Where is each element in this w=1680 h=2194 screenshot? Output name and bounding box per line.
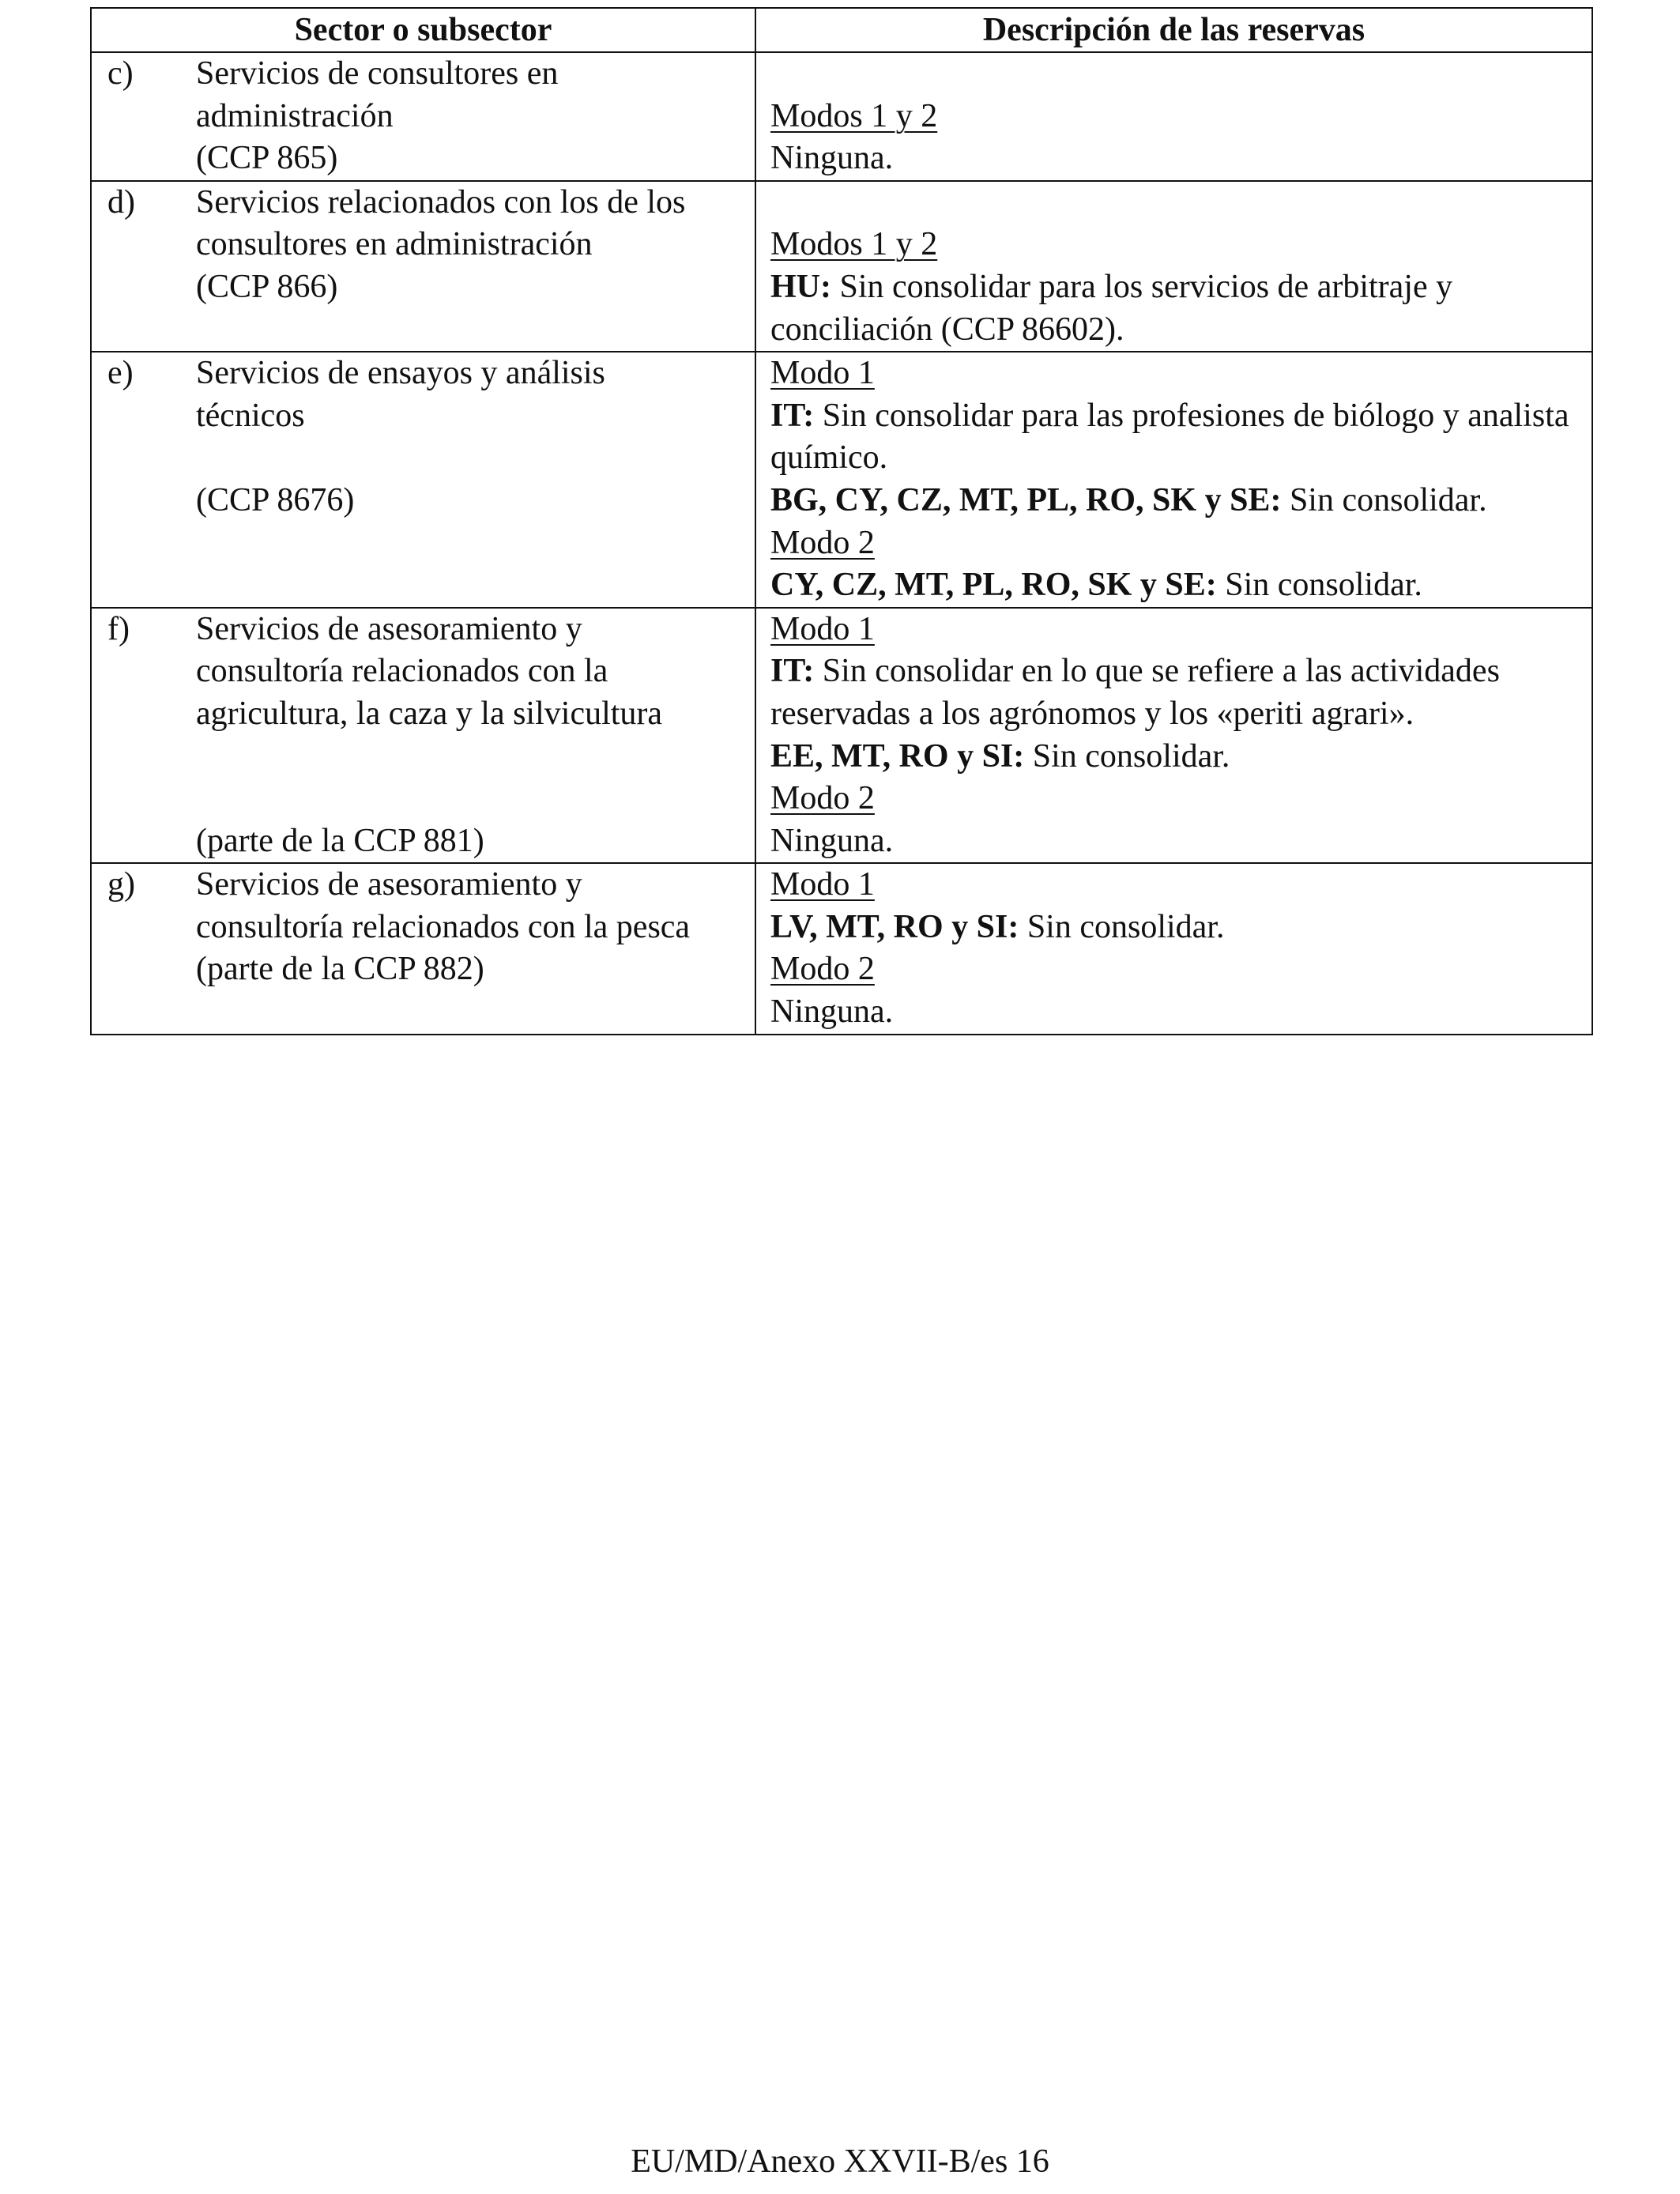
table-row: [91, 863, 1592, 1034]
country-codes: CY, CZ, MT, PL, RO, SK y SE:: [770, 567, 1217, 604]
reservation-text: Ninguna.: [770, 993, 894, 1031]
reservation-entry: [770, 266, 1584, 351]
ccp-code: (CCP 865): [196, 140, 338, 177]
table-header-row: [91, 8, 1592, 52]
description-cell: [755, 181, 1592, 352]
ccp-code: (parte de la CCP 882): [196, 951, 484, 988]
reservation-text: Sin consolidar.: [1281, 481, 1487, 518]
sector-line: Servicios de asesoramiento y: [196, 610, 582, 647]
sector-line: Servicios de consultores en: [196, 55, 559, 92]
reservation-entry: [770, 395, 1584, 480]
reservation-text: Sin consolidar para los servicios de arbitraje y conciliación (CCP 86602).: [770, 268, 1453, 348]
header-sector: Sector o subsector: [91, 8, 755, 52]
page-footer: EU/MD/Anexo XXVII-B/es 16: [631, 2143, 1049, 2180]
description-cell: [755, 863, 1592, 1034]
table-row: [91, 352, 1592, 608]
row-letter: f): [107, 610, 130, 647]
sector-line: técnicos: [196, 397, 305, 434]
country-codes: HU:: [770, 268, 831, 305]
reservation-text: Sin consolidar.: [1216, 567, 1422, 604]
row-letter: e): [107, 355, 134, 392]
mode-heading: Modo 1: [770, 610, 875, 647]
mode-heading: Modos 1 y 2: [770, 97, 938, 134]
row-letter: g): [107, 866, 135, 903]
ccp-code: (CCP 8676): [196, 481, 355, 518]
reservations-table: [90, 7, 1593, 1035]
table-row: [91, 181, 1592, 352]
mode-heading: Modo 1: [770, 355, 875, 392]
reservation-text: Ninguna.: [770, 140, 894, 177]
country-codes: BG, CY, CZ, MT, PL, RO, SK y SE:: [770, 481, 1282, 518]
sector-cell: [91, 863, 755, 1034]
sector-line: consultores en administración: [196, 226, 593, 263]
reservation-entry: [770, 907, 1584, 949]
sector-line: consultoría relacionados con la: [196, 653, 608, 690]
sector-cell: [91, 52, 755, 181]
description-cell: [755, 352, 1592, 608]
description-cell: [755, 52, 1592, 181]
row-letter: c): [107, 55, 134, 92]
reservation-text: Sin consolidar en lo que se refiere a las actividades reservadas a los agrónomos y los «periti agrari».: [770, 653, 1500, 732]
reservation-text: Sin consolidar para las profesiones de biólogo y analista químico.: [770, 397, 1569, 477]
reservation-entry: [770, 480, 1584, 522]
row-letter: d): [107, 183, 135, 221]
sector-line: consultoría relacionados con la pesca: [196, 908, 691, 945]
sector-line: agricultura, la caza y la silvicultura: [196, 695, 663, 732]
mode-heading: Modos 1 y 2: [770, 226, 938, 263]
sector-line: Servicios de ensayos y análisis: [196, 355, 605, 392]
country-codes: EE, MT, RO y SI:: [770, 737, 1025, 775]
table-row: [91, 52, 1592, 181]
header-description: Descripción de las reservas: [755, 8, 1592, 52]
description-cell: [755, 608, 1592, 864]
mode-heading: Modo 2: [770, 951, 875, 988]
reservation-entry: [770, 736, 1584, 778]
reservation-text: Sin consolidar.: [1024, 737, 1230, 775]
sector-cell: [91, 181, 755, 352]
country-codes: IT:: [770, 397, 815, 434]
ccp-code: (parte de la CCP 881): [196, 822, 484, 859]
mode-heading: Modo 2: [770, 780, 875, 817]
sector-cell: [91, 352, 755, 608]
sector-line: Servicios relacionados con los de los: [196, 183, 686, 221]
sector-line: Servicios de asesoramiento y: [196, 866, 582, 903]
table-row: [91, 608, 1592, 864]
country-codes: LV, MT, RO y SI:: [770, 908, 1019, 945]
sector-line: administración: [196, 97, 394, 134]
reservation-entry: [770, 564, 1584, 607]
mode-heading: Modo 2: [770, 524, 875, 561]
country-codes: IT:: [770, 653, 815, 690]
ccp-code: (CCP 866): [196, 268, 338, 305]
sector-cell: [91, 608, 755, 864]
reservation-text: Sin consolidar.: [1019, 908, 1225, 945]
mode-heading: Modo 1: [770, 866, 875, 903]
reservation-text: Ninguna.: [770, 822, 894, 859]
reservation-entry: [770, 650, 1584, 735]
